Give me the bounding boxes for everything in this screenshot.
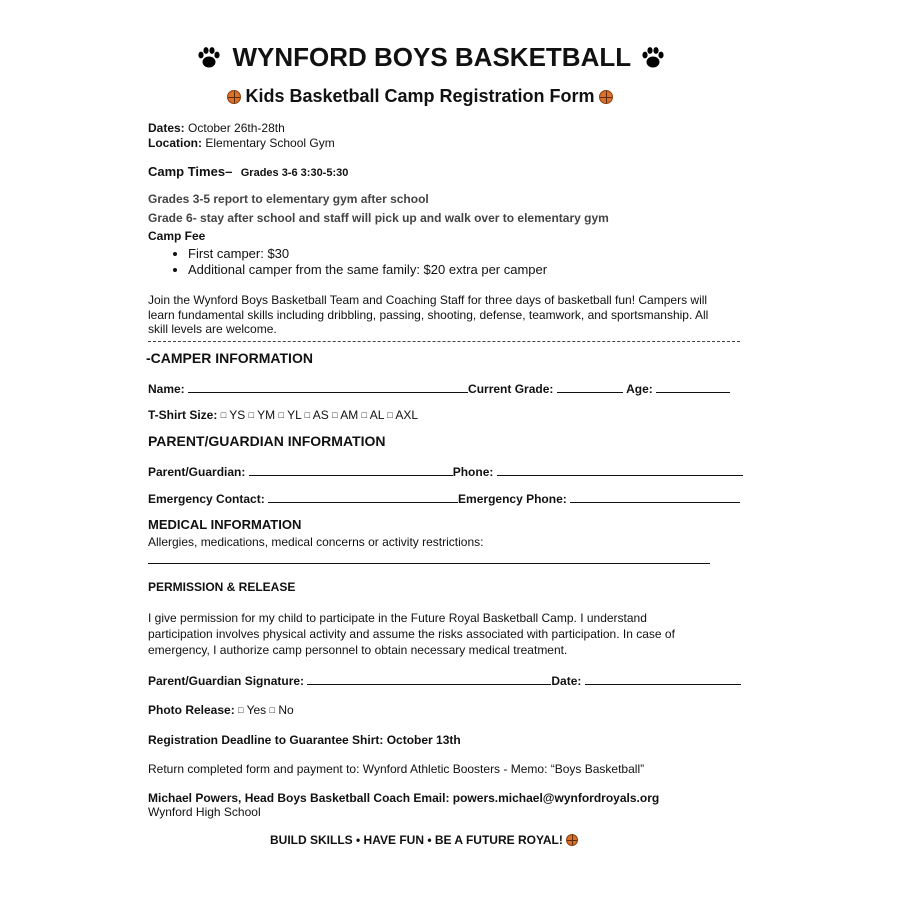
size-as-checkbox[interactable]: □ AS — [304, 408, 329, 422]
date-field[interactable] — [585, 673, 741, 685]
location-value: Elementary School Gym — [205, 136, 335, 150]
medical-field[interactable] — [148, 563, 710, 564]
grades-3-5-note: Grades 3-5 report to elementary gym after school — [148, 192, 429, 206]
signature-field[interactable] — [307, 673, 551, 685]
size-yl-checkbox[interactable]: □ YL — [278, 408, 302, 422]
registration-deadline: Registration Deadline to Guarantee Shirt: October 13th — [148, 733, 461, 747]
guardian-field[interactable] — [249, 464, 453, 476]
location-label: Location: — [148, 136, 202, 150]
tshirt-label: T-Shirt Size: — [148, 408, 218, 422]
emergency-phone-field[interactable] — [570, 491, 740, 503]
grade-6-note: Grade 6- stay after school and staff will pick up and walk over to elementary gym — [148, 211, 609, 225]
basketball-icon — [599, 90, 613, 104]
intro-line-1: Join the Wynford Boys Basketball Team and Coaching Staff for three days of basketball fun! Campers will — [148, 293, 708, 307]
photo-yes-checkbox[interactable]: □ Yes — [238, 703, 267, 717]
photo-no-checkbox[interactable]: □ No — [269, 703, 294, 717]
tshirt-row — [148, 408, 418, 422]
signature-row — [148, 673, 741, 688]
permission-heading: PERMISSION & RELEASE — [148, 580, 296, 594]
medical-prompt: Allergies, medications, medical concerns or activity restrictions: — [148, 535, 484, 549]
page-title: WYNFORD BOYS BASKETBALL — [232, 42, 632, 72]
medical-info-heading: MEDICAL INFORMATION — [148, 517, 302, 532]
camp-times-value: Grades 3-6 3:30-5:30 — [240, 167, 349, 179]
page-subtitle: Kids Basketball Camp Registration Form — [245, 86, 595, 106]
subtitle-row — [227, 86, 613, 107]
age-field[interactable] — [656, 381, 730, 393]
phone-field[interactable] — [497, 464, 743, 476]
basketball-icon — [227, 90, 241, 104]
grade-label: Current Grade: — [468, 382, 554, 396]
fee-list — [148, 246, 547, 278]
guardian-label: Parent/Guardian: — [148, 465, 246, 479]
list-item: • Additional camper from the same family: $20 extra per camper — [188, 262, 547, 278]
parent-info-heading: PARENT/GUARDIAN INFORMATION — [148, 433, 386, 449]
signature-label: Parent/Guardian Signature: — [148, 674, 305, 688]
return-instructions: Return completed form and payment to: Wynford Athletic Boosters - Memo: “Boys Basketball” — [148, 762, 645, 776]
age-label: Age: — [626, 382, 653, 396]
photo-release-label: Photo Release: — [148, 703, 235, 717]
name-field[interactable] — [188, 381, 468, 393]
intro-line-2: learn fundamental skills including dribbling, passing, shooting, defense, teamwork, and sportsmanship. All — [148, 308, 709, 322]
paw-icon — [640, 45, 666, 71]
photo-release-row — [148, 703, 294, 717]
permission-line-1: I give permission for my child to participate in the Future Royal Basketball Camp. I understand — [148, 611, 647, 625]
camp-fee-label: Camp Fee — [148, 229, 206, 243]
dates-line — [148, 121, 285, 135]
camp-times-line — [148, 163, 348, 181]
grade-field[interactable] — [557, 381, 623, 393]
list-item: • First camper: $30 — [188, 246, 547, 262]
dates-value: October 26th-28th — [188, 121, 285, 135]
emergency-phone-label: Emergency Phone: — [458, 492, 567, 506]
name-row — [148, 381, 730, 396]
name-label: Name: — [148, 382, 185, 396]
slogan-row — [270, 832, 578, 847]
paw-icon — [196, 45, 222, 71]
emergency-row — [148, 491, 740, 506]
permission-line-3: emergency, I authorize camp personnel to obtain necessary medical treatment. — [148, 643, 568, 657]
camper-info-heading: -CAMPER INFORMATION — [146, 350, 313, 366]
size-am-checkbox[interactable]: □ AM — [332, 408, 359, 422]
school-name: Wynford High School — [148, 805, 261, 819]
header-title-row — [196, 42, 666, 73]
emergency-contact-field[interactable] — [268, 491, 458, 503]
date-label: Date: — [551, 674, 582, 688]
guardian-row — [148, 464, 743, 479]
size-ys-checkbox[interactable]: □ YS — [220, 408, 246, 422]
basketball-icon — [566, 834, 578, 846]
phone-label: Phone: — [452, 465, 494, 479]
size-ym-checkbox[interactable]: □ YM — [248, 408, 276, 422]
size-al-checkbox[interactable]: □ AL — [361, 408, 384, 422]
camp-times-label: Camp Times– — [148, 164, 233, 179]
location-line — [148, 136, 335, 150]
permission-line-2: participation involves physical activity and assume the risks associated with participation. In case of — [148, 627, 675, 641]
section-divider — [148, 341, 740, 342]
emergency-contact-label: Emergency Contact: — [148, 492, 265, 506]
slogan: BUILD SKILLS • HAVE FUN • BE A FUTURE ROYAL! — [270, 832, 563, 847]
size-axl-checkbox[interactable]: □ AXL — [387, 408, 419, 422]
intro-line-3: skill levels are welcome. — [148, 322, 277, 336]
coach-contact: Michael Powers, Head Boys Basketball Coach Email: powers.michael@wynfordroyals.org — [148, 791, 660, 805]
dates-label: Dates: — [148, 121, 185, 135]
